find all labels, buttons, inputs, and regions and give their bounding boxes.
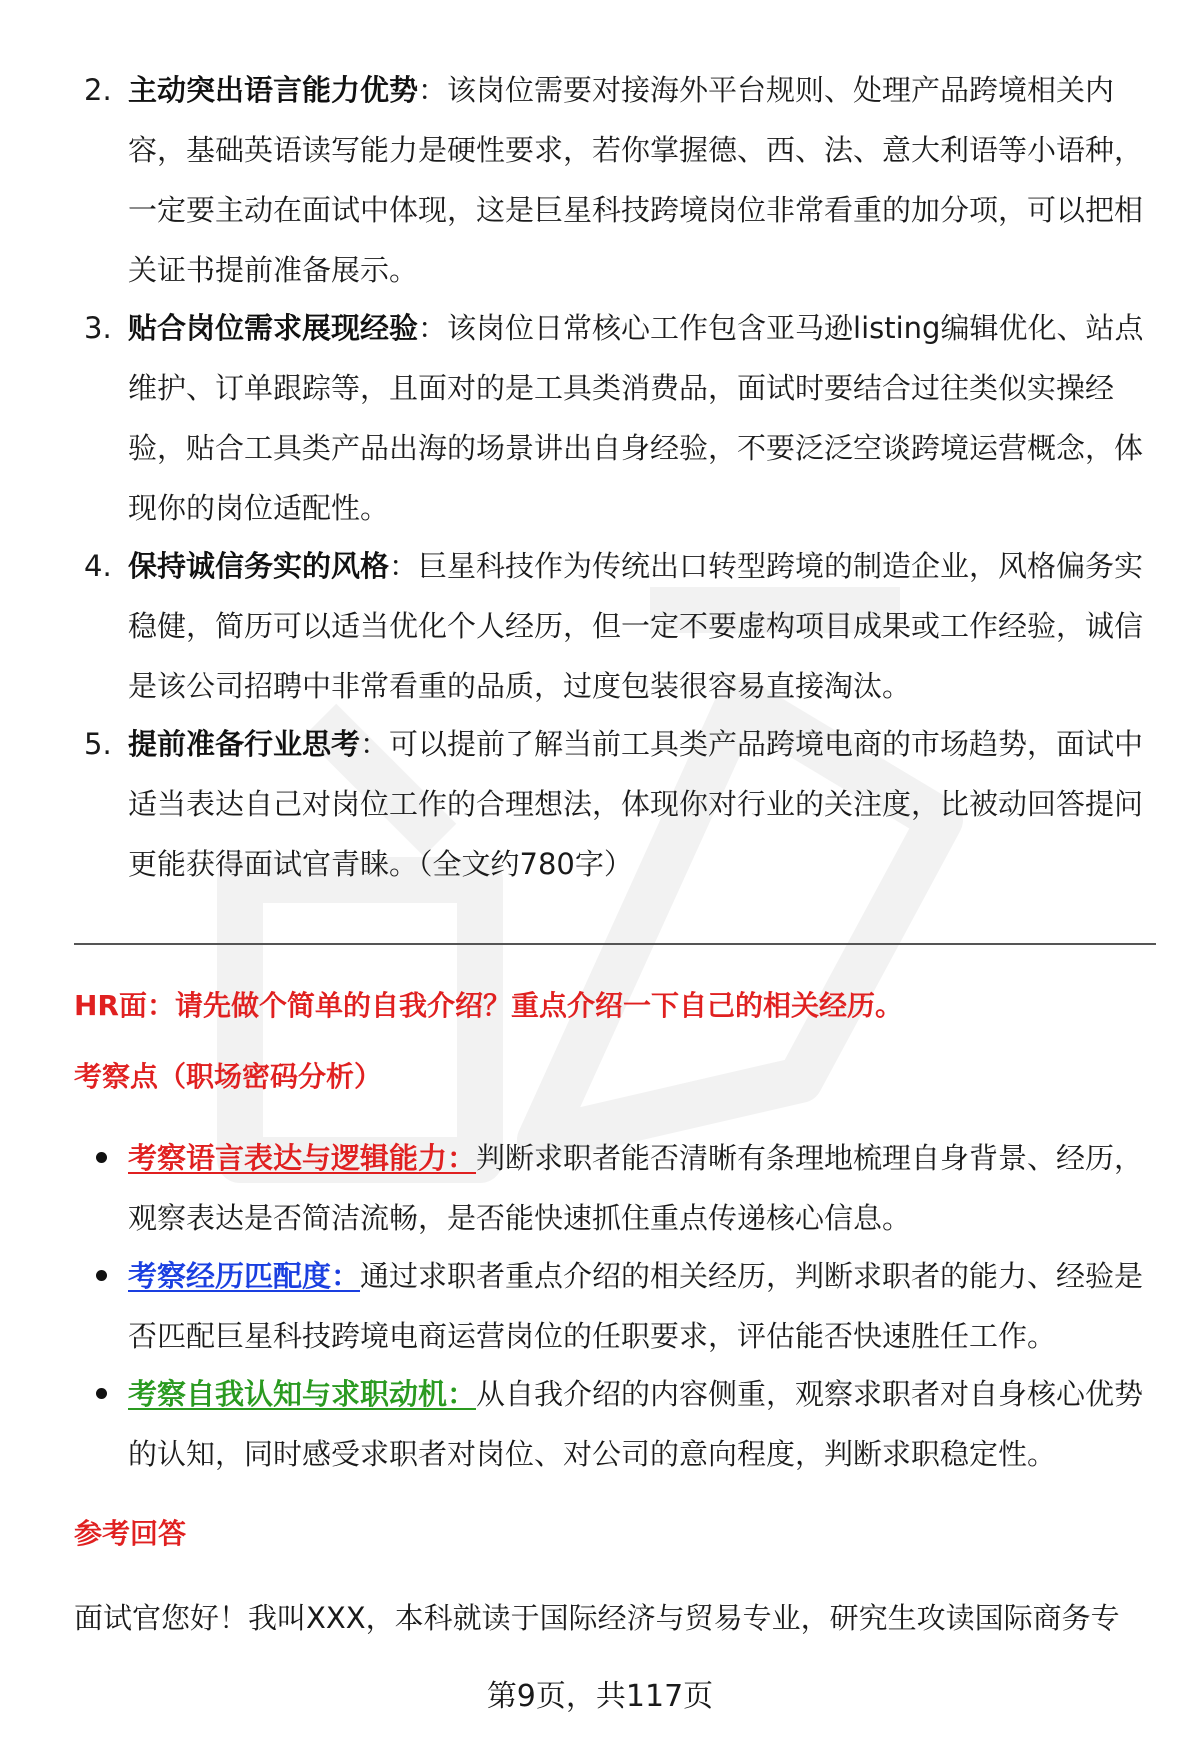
list-number: 3. — [84, 311, 112, 345]
page-number: 第9页，共117页 — [486, 1679, 714, 1714]
bullet-dot — [96, 1388, 107, 1399]
list-item-text: ：可以提前了解当前工具类产品跨境电商的市场趋势，面试中适当表达自己对岗位工作的合理想法，体现你对行业的关注度，比被动回答提问更能获得面试官青睐。（全文约780字） — [128, 727, 1144, 881]
bullet-dot — [96, 1270, 107, 1281]
bullet-item — [96, 1364, 1146, 1484]
bullet-text: 判断求职者能否清晰有条理地梳理自身背景、经历，观察表达是否简洁流畅，是否能快速抓住重点传递核心信息。 — [128, 1141, 1144, 1235]
list-item-title: 提前准备行业思考 — [128, 727, 361, 761]
bullet-item — [96, 1246, 1146, 1366]
list-item-text: ：巨星科技作为传统出口转型跨境的制造企业，风格偏务实稳健，简历可以适当优化个人经历，但一定不要虚构项目成果或工作经验，诚信是该公司招聘中非常看重的品质，过度包装很容易直接淘汰。 — [128, 549, 1144, 703]
section-divider — [74, 943, 1156, 945]
list-item-title: 主动突出语言能力优势 — [128, 73, 419, 107]
list-item-title: 保持诚信务实的风格 — [128, 549, 390, 583]
bullet-dot — [96, 1152, 107, 1163]
list-item — [84, 536, 1144, 716]
list-number: 2. — [84, 73, 112, 107]
list-item — [84, 714, 1144, 894]
list-item — [84, 298, 1144, 538]
bullet-text: 通过求职者重点介绍的相关经历，判断求职者的能力、经验是否匹配巨星科技跨境电商运营岗位的任职要求，评估能否快速胜任工作。 — [128, 1259, 1144, 1353]
list-number: 5. — [84, 727, 112, 761]
bullet-keyword: 考察自我认知与求职动机： — [128, 1377, 477, 1411]
bullet-keyword: 考察经历匹配度： — [128, 1259, 361, 1293]
answer-text: 面试官您好！我叫XXX，本科就读于国际经济与贸易专业，研究生攻读国际商务专 — [74, 1601, 1120, 1635]
points-heading: 考察点（职场密码分析） — [74, 1060, 383, 1093]
list-item-text: ：该岗位需要对接海外平台规则、处理产品跨境相关内容，基础英语读写能力是硬性要求，若你掌握德、西、法、意大利语等小语种，一定要主动在面试中体现，这是巨星科技跨境岗位非常看重的加分项，可以把相关证书提前准备展示。 — [128, 73, 1144, 287]
bullet-text: 从自我介绍的内容侧重，观察求职者对自身核心优势的认知，同时感受求职者对岗位、对公司的意向程度，判断求职稳定性。 — [128, 1377, 1144, 1471]
list-item-title: 贴合岗位需求展现经验 — [128, 311, 419, 345]
bullet-item — [96, 1128, 1146, 1248]
list-item-text: ：该岗位日常核心工作包含亚马逊listing编辑优化、站点维护、订单跟踪等，且面对的是工具类消费品，面试时要结合过往类似实操经验，贴合工具类产品出海的场景讲出自身经验，不要泛泛空谈跨境运营概念，体现你的岗位适配性。 — [128, 311, 1144, 525]
list-item — [84, 60, 1144, 300]
answer-heading: 参考回答 — [74, 1517, 187, 1550]
list-number: 4. — [84, 549, 112, 583]
bullet-keyword: 考察语言表达与逻辑能力： — [128, 1141, 477, 1175]
interview-question: HR面：请先做个简单的自我介绍？重点介绍一下自己的相关经历。 — [74, 989, 903, 1022]
